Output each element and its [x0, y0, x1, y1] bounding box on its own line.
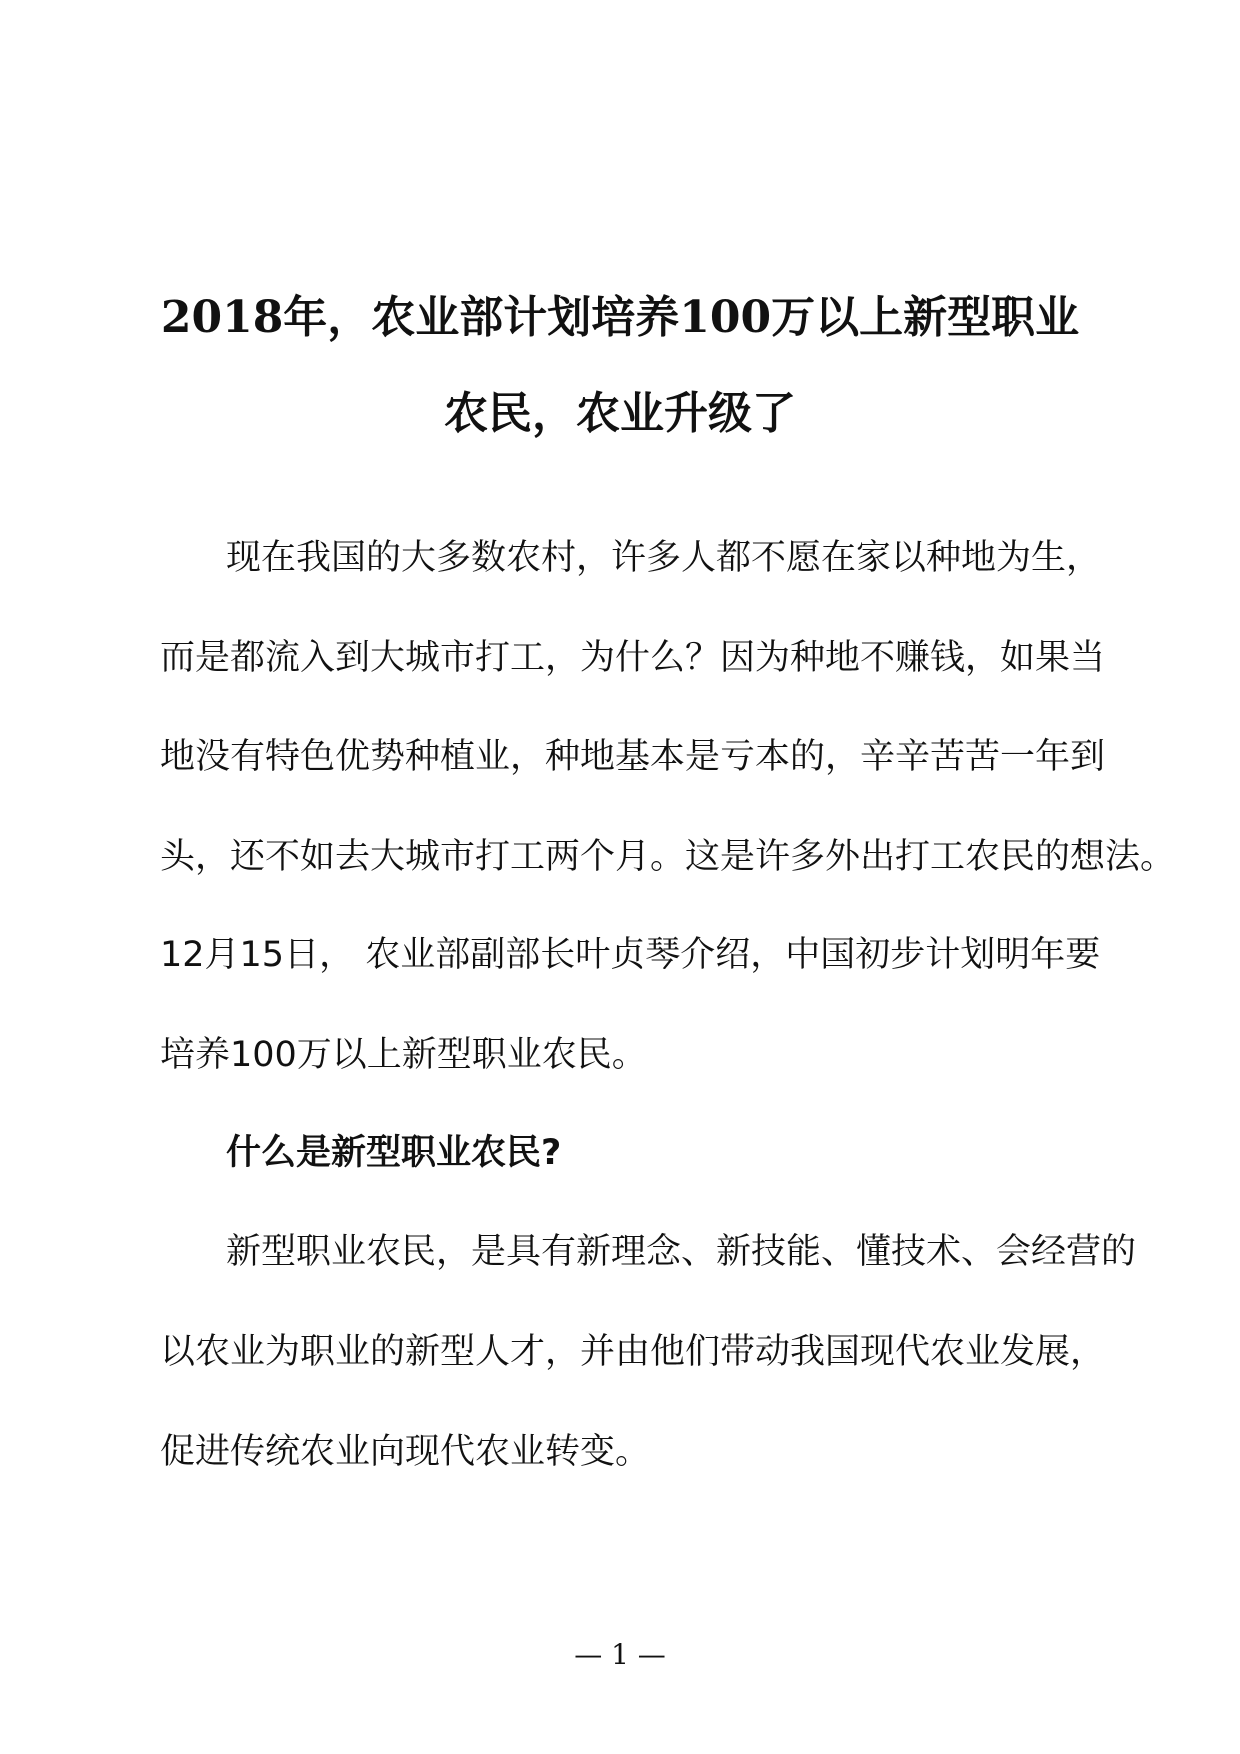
paragraph-1-line-6: 培养100万以上新型职业农民。	[160, 1035, 647, 1075]
paragraph-2-line-2: 以农业为职业的新型人才，并由他们带动我国现代农业发展，	[160, 1332, 1106, 1372]
page-number: — 1 —	[574, 1638, 666, 1671]
paragraph-1-line-4: 头，还不如去大城市打工两个月。这是许多外出打工农民的想法。	[160, 837, 1176, 877]
document-title-line-1: 2018年，农业部计划培养100万以上新型职业	[160, 292, 1080, 343]
paragraph-1-line-1: 现在我国的大多数农村，许多人都不愿在家以种地为生，	[226, 538, 1102, 578]
paragraph-1-line-3: 地没有特色优势种植业，种地基本是亏本的，辛辛苦苦一年到	[160, 737, 1106, 777]
paragraph-2-line-1: 新型职业农民，是具有新理念、新技能、懂技术、会经营的	[226, 1232, 1137, 1272]
document-title-line-2: 农民，农业升级了	[444, 388, 796, 439]
section-heading: 什么是新型职业农民?	[226, 1133, 562, 1173]
paragraph-1-line-2: 而是都流入到大城市打工，为什么？因为种地不赚钱，如果当	[160, 638, 1106, 678]
paragraph-2-line-3: 促进传统农业向现代农业转变。	[160, 1432, 651, 1472]
paragraph-1-line-5: 12月15日， 农业部副部长叶贞琴介绍，中国初步计划明年要	[160, 935, 1101, 975]
